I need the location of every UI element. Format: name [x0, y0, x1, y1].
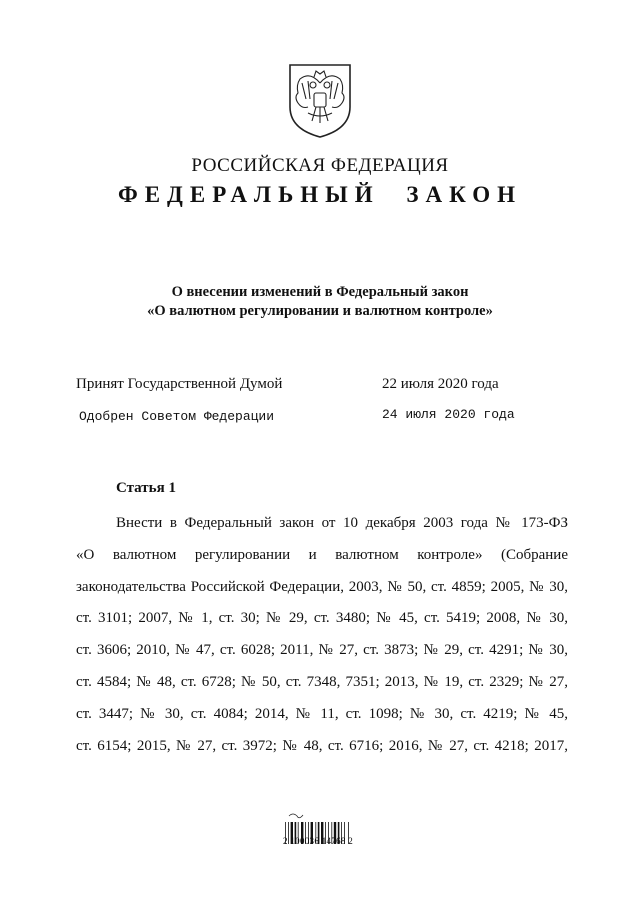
council-approval-label: Одобрен Советом Федерации	[79, 409, 275, 424]
article-line: ст. 4584; № 48, ст. 6728; № 50, ст. 7348, 7351; 2013, № 19, ст. 2329; № 27,	[76, 673, 568, 690]
article-line: ст. 3606; 2010, № 47, ст. 6028; 2011, № 27, ст. 3873; № 29, ст. 4291; № 30,	[76, 642, 568, 659]
article-line: ст. 3101; 2007, № 1, ст. 30; № 29, ст. 3480; № 45, ст. 5419; 2008, № 30,	[76, 610, 568, 627]
law-title-line-1: О внесении изменений в Федеральный закон	[171, 284, 469, 300]
article-body	[76, 508, 568, 762]
article-heading: Статья 1	[116, 480, 176, 496]
article-line: законодательства Российской Федерации, 2003, № 50, ст. 4859; 2005, № 30,	[76, 578, 568, 595]
article-line: «О валютном регулировании и валютном контроле» (Собрание	[76, 546, 568, 563]
article-line: ст. 3447; № 30, ст. 4084; 2014, № 11, ст. 1098; № 30, ст. 4219; № 45,	[76, 705, 568, 722]
article-line: Внести в Федеральный закон от 10 декабря 2003 года № 173-ФЗ	[116, 515, 568, 531]
coat-of-arms-icon	[286, 63, 354, 139]
council-approval-date: 24 июля 2020 года	[382, 407, 515, 422]
law-title	[0, 283, 640, 321]
duma-adoption-label: Принят Государственной Думой	[76, 376, 283, 392]
article-line: ст. 6154; 2015, № 27, ст. 3972; № 48, ст. 6716; 2016, № 27, ст. 4218; 2017,	[76, 737, 568, 754]
country-name: РОССИЙСКАЯ ФЕДЕРАЦИЯ	[191, 155, 449, 176]
duma-adoption-date: 22 июля 2020 года	[382, 376, 499, 392]
law-title-line-2: «О валютном регулировании и валютном контроле»	[147, 303, 493, 319]
barcode-number: 2 100036 14768 2	[283, 836, 354, 846]
law-type-heading: ФЕДЕРАЛЬНЫЙ ЗАКОН	[117, 182, 523, 207]
